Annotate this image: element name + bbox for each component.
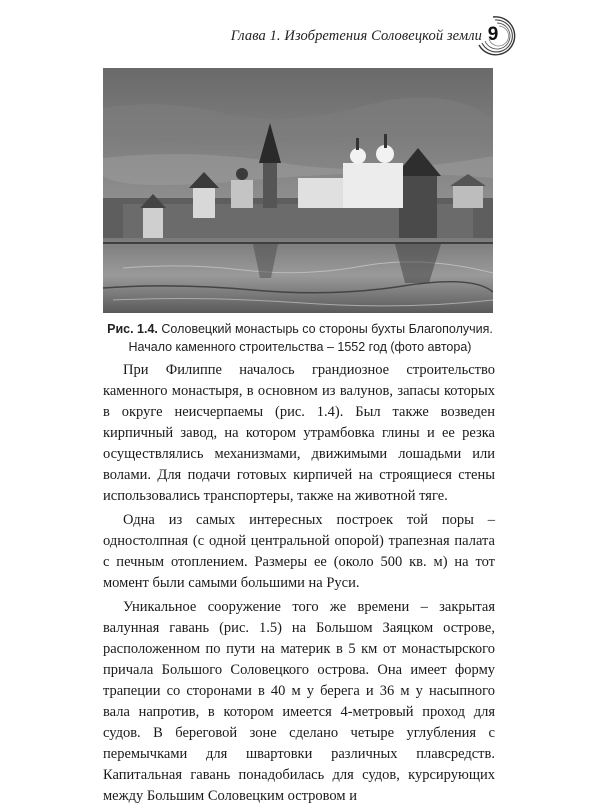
body-text bbox=[103, 360, 495, 810]
page-number-badge bbox=[474, 14, 520, 60]
paragraph: Одна из самых интересных построек той поры – одностолпная (с одной центральной опорой) трапезная палата с печным отоплением. Размеры ее (около 500 кв. м) на тот момент были самыми большими на Руси. bbox=[103, 512, 495, 591]
page-number: 9 bbox=[487, 24, 499, 45]
caption-line-2: Начало каменного строительства – 1552 год (фото автора) bbox=[128, 340, 472, 354]
chapter-title: Глава 1. Изобретения Соловецкой земли bbox=[230, 28, 482, 44]
caption-line-1: Соловецкий монастырь со стороны бухты Благополучия. bbox=[161, 322, 493, 336]
page-header bbox=[0, 0, 600, 60]
paragraph: При Филиппе началось грандиозное строительство каменного монастыря, в основном из валунов, запасы которых в округе неисчерпаемы (рис. 1.4). Был также возведен кирпичный завод, на котором утрамбовка глины и ее резка осуществлялись механизмами, движимыми лошадьми или волами. Для подачи готовых кирпичей на строящиеся стены использовались транспортеры, также на животной тяге. bbox=[103, 362, 495, 504]
caption-label: Рис. 1.4. bbox=[107, 322, 158, 336]
monastery-photo bbox=[103, 68, 493, 313]
paragraph: Уникальное сооружение того же времени – закрытая валунная гавань (рис. 1.5) на Большом Заяцком острове, расположенном по пути на материк в 5 км от монастырского причала Большого Соловецкого острова. Она имеет форму трапеции со сторонами в 40 м у берега и 36 м у насыпного вала напротив, в котором имеется 4-метровый проход для судов. В береговой зоне сделано четыре углубления с перемычками для швартовки различных плавсредств. Капитальная гавань понадобилась для судов, курсирующих между Большим Соловецким островом и bbox=[103, 599, 495, 804]
figure-caption bbox=[70, 320, 530, 356]
